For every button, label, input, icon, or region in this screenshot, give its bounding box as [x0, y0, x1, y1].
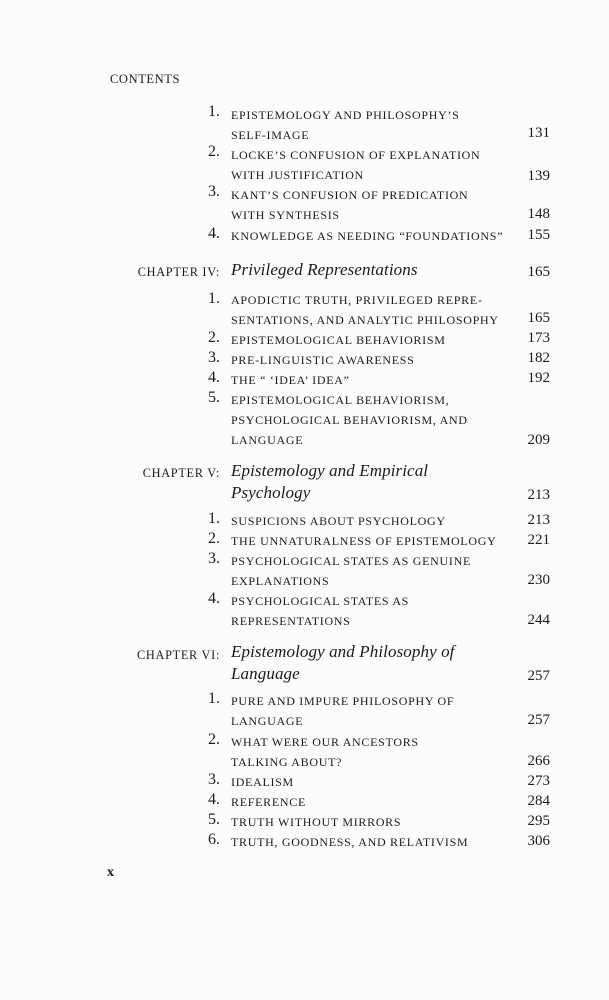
section-title: KNOWLEDGE AS NEEDING “FOUNDATIONS”: [231, 229, 504, 243]
section-title: SENTATIONS, AND ANALYTIC PHILOSOPHY: [231, 313, 499, 327]
section-title: EPISTEMOLOGY AND PHILOSOPHY’S: [231, 108, 460, 122]
section-number: 3.: [208, 550, 220, 567]
section-title: IDEALISM: [231, 775, 294, 789]
section-number: 2.: [208, 143, 220, 160]
page-header: CONTENTS: [110, 72, 181, 86]
page-number: 295: [527, 813, 550, 829]
section-number: 3.: [208, 183, 220, 200]
page-number: 257: [527, 668, 550, 684]
section-number: 2.: [208, 329, 220, 346]
page-number: 273: [527, 773, 550, 789]
section-title: THE UNNATURALNESS OF EPISTEMOLOGY: [231, 534, 497, 548]
page-number: 165: [527, 264, 550, 280]
section-title: SELF-IMAGE: [231, 128, 310, 142]
page-number: 192: [527, 370, 550, 386]
page-number: 165: [527, 310, 550, 326]
page-number: 209: [527, 432, 550, 448]
page-number: 266: [527, 753, 550, 769]
section-title: SUSPICIONS ABOUT PSYCHOLOGY: [231, 514, 446, 528]
section-title: REFERENCE: [231, 795, 306, 809]
chapter-title: Epistemology and Philosophy of: [231, 642, 455, 661]
page-number: 155: [527, 227, 550, 243]
section-number: 2.: [208, 731, 220, 748]
section-number: 1.: [208, 510, 220, 527]
section-number: 2.: [208, 530, 220, 547]
section-title: APODICTIC TRUTH, PRIVILEGED REPRE-: [231, 293, 483, 307]
page-number: 230: [527, 572, 550, 588]
chapter-title: Epistemology and Empirical: [231, 461, 429, 480]
section-title: TRUTH WITHOUT MIRRORS: [231, 815, 402, 829]
chapter-title: Psychology: [231, 483, 311, 502]
page-number: 306: [527, 833, 550, 849]
section-number: 1.: [208, 103, 220, 120]
section-title: WITH SYNTHESIS: [231, 208, 340, 222]
section-title: EPISTEMOLOGICAL BEHAVIORISM,: [231, 393, 450, 407]
page-number: 173: [527, 330, 550, 346]
section-number: 4.: [208, 369, 220, 386]
section-title: WHAT WERE OUR ANCESTORS: [231, 735, 419, 749]
page-number: 139: [527, 168, 550, 184]
section-number: 5.: [208, 811, 220, 828]
section-title: PSYCHOLOGICAL BEHAVIORISM, AND: [231, 413, 468, 427]
section-number: 4.: [208, 225, 220, 242]
section-title: WITH JUSTIFICATION: [231, 168, 364, 182]
section-title: PSYCHOLOGICAL STATES AS GENUINE: [231, 554, 471, 568]
section-number: 1.: [208, 290, 220, 307]
chapter-label: CHAPTER IV:: [137, 265, 220, 279]
section-title: PRE-LINGUISTIC AWARENESS: [231, 353, 415, 367]
chapter-label: CHAPTER VI:: [137, 648, 220, 662]
section-number: 4.: [208, 791, 220, 808]
section-number: 4.: [208, 590, 220, 607]
chapter-label: CHAPTER V:: [142, 466, 220, 480]
page-number: 182: [527, 350, 550, 366]
page-number: 148: [527, 206, 550, 222]
page-number: 257: [527, 712, 550, 728]
section-title: LANGUAGE: [231, 714, 304, 728]
section-title: PSYCHOLOGICAL STATES AS: [231, 594, 410, 608]
page-number: 213: [527, 487, 550, 503]
page-number: 244: [527, 612, 550, 628]
section-title: REPRESENTATIONS: [231, 614, 351, 628]
section-number: 5.: [208, 389, 220, 406]
section-title: TRUTH, GOODNESS, AND RELATIVISM: [231, 835, 469, 849]
chapter-title: Privileged Representations: [231, 260, 418, 279]
page-folio: x: [107, 865, 115, 880]
section-number: 3.: [208, 771, 220, 788]
section-title: LOCKE’S CONFUSION OF EXPLANATION: [231, 148, 481, 162]
section-title: EXPLANATIONS: [231, 574, 330, 588]
section-title: PURE AND IMPURE PHILOSOPHY OF: [231, 694, 455, 708]
section-title: TALKING ABOUT?: [231, 755, 343, 769]
section-number: 6.: [208, 831, 220, 848]
section-number: 1.: [208, 690, 220, 707]
section-title: LANGUAGE: [231, 433, 304, 447]
section-title: EPISTEMOLOGICAL BEHAVIORISM: [231, 333, 446, 347]
page-number: 213: [527, 512, 550, 528]
section-title: KANT’S CONFUSION OF PREDICATION: [231, 188, 469, 202]
page-number: 284: [527, 793, 550, 809]
section-number: 3.: [208, 349, 220, 366]
section-title: THE “ ‘IDEA’ IDEA”: [231, 373, 350, 387]
page-number: 221: [527, 532, 550, 548]
page-number: 131: [527, 125, 550, 141]
chapter-title: Language: [231, 664, 300, 683]
